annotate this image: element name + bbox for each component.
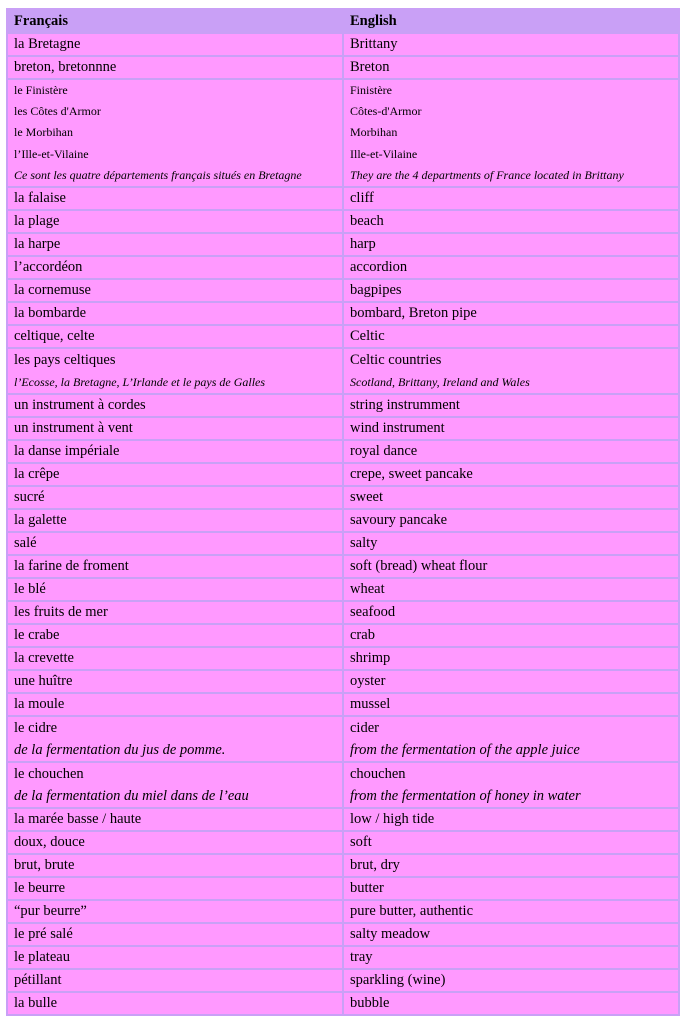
english-text: bagpipes <box>350 282 402 298</box>
cell-french <box>8 993 344 1014</box>
cell-french <box>8 464 344 487</box>
french-text: pétillant <box>14 972 62 988</box>
cell-french <box>8 855 344 878</box>
table-row <box>8 349 678 395</box>
cell-french <box>8 418 344 441</box>
cell-english <box>344 57 678 80</box>
english-text: soft (bread) wheat flour <box>350 558 488 574</box>
cell-english <box>344 510 678 533</box>
cell-french <box>8 625 344 648</box>
cell-english <box>344 211 678 234</box>
cell-english <box>344 464 678 487</box>
table-row <box>8 510 678 533</box>
english-text: cliff <box>350 190 374 206</box>
french-text: un instrument à cordes <box>14 397 146 413</box>
french-text: la farine de froment <box>14 558 129 574</box>
header-french: Français <box>8 10 344 34</box>
table-row <box>8 395 678 418</box>
cell-french <box>8 80 344 188</box>
english-text: Ille-et-Vilaine <box>350 146 418 161</box>
table-row <box>8 556 678 579</box>
french-text: le Finistère <box>14 83 68 97</box>
vocabulary-table-frame <box>6 8 680 1016</box>
english-text: beach <box>350 213 384 229</box>
table-row <box>8 763 678 809</box>
cell-french <box>8 326 344 349</box>
french-text: la falaise <box>14 190 66 206</box>
cell-french <box>8 349 344 395</box>
cell-english <box>344 326 678 349</box>
table-row <box>8 326 678 349</box>
english-text: crab <box>350 627 375 643</box>
table-row <box>8 993 678 1014</box>
cell-english <box>344 80 678 188</box>
table-row <box>8 579 678 602</box>
english-text: bubble <box>350 995 390 1011</box>
french-text: le plateau <box>14 949 70 965</box>
table-row <box>8 717 678 763</box>
cell-french <box>8 694 344 717</box>
cell-english <box>344 257 678 280</box>
cell-english <box>344 579 678 602</box>
french-text: “pur beurre” <box>14 903 87 919</box>
cell-french <box>8 211 344 234</box>
cell-english <box>344 717 678 763</box>
table-row <box>8 855 678 878</box>
cell-english <box>344 34 678 57</box>
english-text: Morbihan <box>350 125 398 140</box>
english-text: Celtic countries <box>350 352 442 368</box>
cell-french <box>8 303 344 326</box>
french-text: les pays celtiques <box>14 352 116 368</box>
table-row <box>8 418 678 441</box>
cell-english <box>344 280 678 303</box>
cell-english <box>344 234 678 257</box>
french-text: de la fermentation du jus de pomme. <box>14 742 226 758</box>
english-text: They are the 4 departments of France located in Brittany <box>350 167 624 182</box>
cell-french <box>8 441 344 464</box>
table-row <box>8 602 678 625</box>
cell-french <box>8 924 344 947</box>
table-row <box>8 234 678 257</box>
cell-english <box>344 970 678 993</box>
english-text: accordion <box>350 259 408 275</box>
english-text: mussel <box>350 696 391 712</box>
cell-english <box>344 556 678 579</box>
table-row <box>8 878 678 901</box>
table-row <box>8 211 678 234</box>
cell-french <box>8 395 344 418</box>
english-text: sweet <box>350 489 384 505</box>
english-text: tray <box>350 949 373 965</box>
english-text: seafood <box>350 604 396 620</box>
english-text: savoury pancake <box>350 512 448 528</box>
cell-french <box>8 579 344 602</box>
french-text: la crevette <box>14 650 74 666</box>
table-row <box>8 487 678 510</box>
cell-french <box>8 763 344 809</box>
french-text: salé <box>14 535 37 551</box>
french-text: la bulle <box>14 995 58 1011</box>
header-english: English <box>344 10 678 34</box>
french-text: les fruits de mer <box>14 604 108 620</box>
english-text: Breton <box>350 59 390 75</box>
cell-english <box>344 993 678 1014</box>
french-text: la harpe <box>14 236 61 252</box>
french-text: le pré salé <box>14 926 73 942</box>
french-text: les Côtes d'Armor <box>14 104 101 119</box>
french-text: le cidre <box>14 720 58 736</box>
table-row <box>8 303 678 326</box>
cell-french <box>8 602 344 625</box>
table-row <box>8 441 678 464</box>
french-text: Ce sont les quatre départements français situés en Bretagne <box>14 167 302 182</box>
cell-english <box>344 487 678 510</box>
cell-english <box>344 832 678 855</box>
cell-french <box>8 717 344 763</box>
table-row <box>8 648 678 671</box>
table-row <box>8 924 678 947</box>
english-text: brut, dry <box>350 857 400 873</box>
table-row <box>8 257 678 280</box>
english-text: bombard, Breton pipe <box>350 305 477 321</box>
english-text: wheat <box>350 581 385 597</box>
cell-french <box>8 234 344 257</box>
table-row <box>8 57 678 80</box>
english-text: wind instrument <box>350 420 445 436</box>
french-text: la galette <box>14 512 67 528</box>
cell-english <box>344 878 678 901</box>
french-text: sucré <box>14 489 45 505</box>
table-row <box>8 625 678 648</box>
cell-english <box>344 694 678 717</box>
english-text: sparkling (wine) <box>350 972 446 988</box>
french-text: la cornemuse <box>14 282 91 298</box>
cell-french <box>8 280 344 303</box>
english-text: salty <box>350 535 378 551</box>
cell-english <box>344 188 678 211</box>
english-text: string instrumment <box>350 397 460 413</box>
table-row <box>8 901 678 924</box>
french-text: breton, bretonnne <box>14 59 117 75</box>
cell-french <box>8 257 344 280</box>
french-text: la danse impériale <box>14 443 120 459</box>
table-body <box>8 34 678 1014</box>
french-text: la plage <box>14 213 60 229</box>
cell-english <box>344 441 678 464</box>
french-text: le Morbihan <box>14 125 73 140</box>
french-text: une huître <box>14 673 73 689</box>
vocabulary-table <box>8 10 678 1014</box>
french-text: le beurre <box>14 880 66 896</box>
cell-english <box>344 763 678 809</box>
french-text: l’accordéon <box>14 259 83 275</box>
cell-french <box>8 878 344 901</box>
french-text: la crêpe <box>14 466 60 482</box>
cell-english <box>344 671 678 694</box>
table-row <box>8 947 678 970</box>
cell-french <box>8 57 344 80</box>
french-text: l’Ecosse, la Bretagne, L’Irlande et le pays de Galles <box>14 375 266 389</box>
english-text: Côtes-d'Armor <box>350 104 422 119</box>
table-row <box>8 464 678 487</box>
table-row <box>8 34 678 57</box>
cell-english <box>344 809 678 832</box>
table-row <box>8 809 678 832</box>
cell-english <box>344 924 678 947</box>
cell-english <box>344 648 678 671</box>
table-row <box>8 80 678 188</box>
header-row <box>8 10 678 34</box>
cell-english <box>344 602 678 625</box>
french-text: de la fermentation du miel dans de l’eau <box>14 788 249 804</box>
english-text: soft <box>350 834 372 850</box>
cell-english <box>344 418 678 441</box>
english-text: butter <box>350 880 384 896</box>
english-text: low / high tide <box>350 811 435 827</box>
table-row <box>8 280 678 303</box>
cell-french <box>8 671 344 694</box>
cell-french <box>8 556 344 579</box>
cell-french <box>8 487 344 510</box>
english-text: from the fermentation of the apple juice <box>350 742 580 758</box>
cell-english <box>344 625 678 648</box>
cell-french <box>8 947 344 970</box>
english-text: crepe, sweet pancake <box>350 466 473 482</box>
french-text: la moule <box>14 696 65 712</box>
cell-french <box>8 533 344 556</box>
cell-french <box>8 809 344 832</box>
french-text: brut, brute <box>14 857 75 873</box>
french-text: le blé <box>14 581 46 597</box>
cell-french <box>8 188 344 211</box>
table-row <box>8 533 678 556</box>
english-text: harp <box>350 236 376 252</box>
cell-french <box>8 901 344 924</box>
french-text: le chouchen <box>14 766 84 782</box>
english-text: Brittany <box>350 36 398 52</box>
cell-english <box>344 533 678 556</box>
cell-english <box>344 303 678 326</box>
english-text: Finistère <box>350 83 392 97</box>
cell-french <box>8 510 344 533</box>
table-row <box>8 694 678 717</box>
english-text: royal dance <box>350 443 418 459</box>
cell-french <box>8 648 344 671</box>
french-text: la marée basse / haute <box>14 811 142 827</box>
cell-english <box>344 395 678 418</box>
english-text: Scotland, Brittany, Ireland and Wales <box>350 375 530 389</box>
cell-english <box>344 947 678 970</box>
table-row <box>8 671 678 694</box>
table-row <box>8 832 678 855</box>
english-text: salty meadow <box>350 926 431 942</box>
french-text: la bombarde <box>14 305 87 321</box>
french-text: la Bretagne <box>14 36 81 52</box>
french-text: le crabe <box>14 627 60 643</box>
french-text: doux, douce <box>14 834 85 850</box>
french-text: l’Ille-et-Vilaine <box>14 146 89 161</box>
cell-english <box>344 901 678 924</box>
english-text: shrimp <box>350 650 391 666</box>
cell-french <box>8 832 344 855</box>
english-text: from the fermentation of honey in water <box>350 788 581 804</box>
english-text: chouchen <box>350 766 406 782</box>
cell-english <box>344 855 678 878</box>
english-text: Celtic <box>350 328 385 344</box>
table-row <box>8 970 678 993</box>
english-text: pure butter, authentic <box>350 903 474 919</box>
cell-english <box>344 349 678 395</box>
english-text: oyster <box>350 673 386 689</box>
english-text: cider <box>350 720 379 736</box>
table-row <box>8 188 678 211</box>
french-text: celtique, celte <box>14 328 95 344</box>
cell-french <box>8 34 344 57</box>
cell-french <box>8 970 344 993</box>
french-text: un instrument à vent <box>14 420 133 436</box>
